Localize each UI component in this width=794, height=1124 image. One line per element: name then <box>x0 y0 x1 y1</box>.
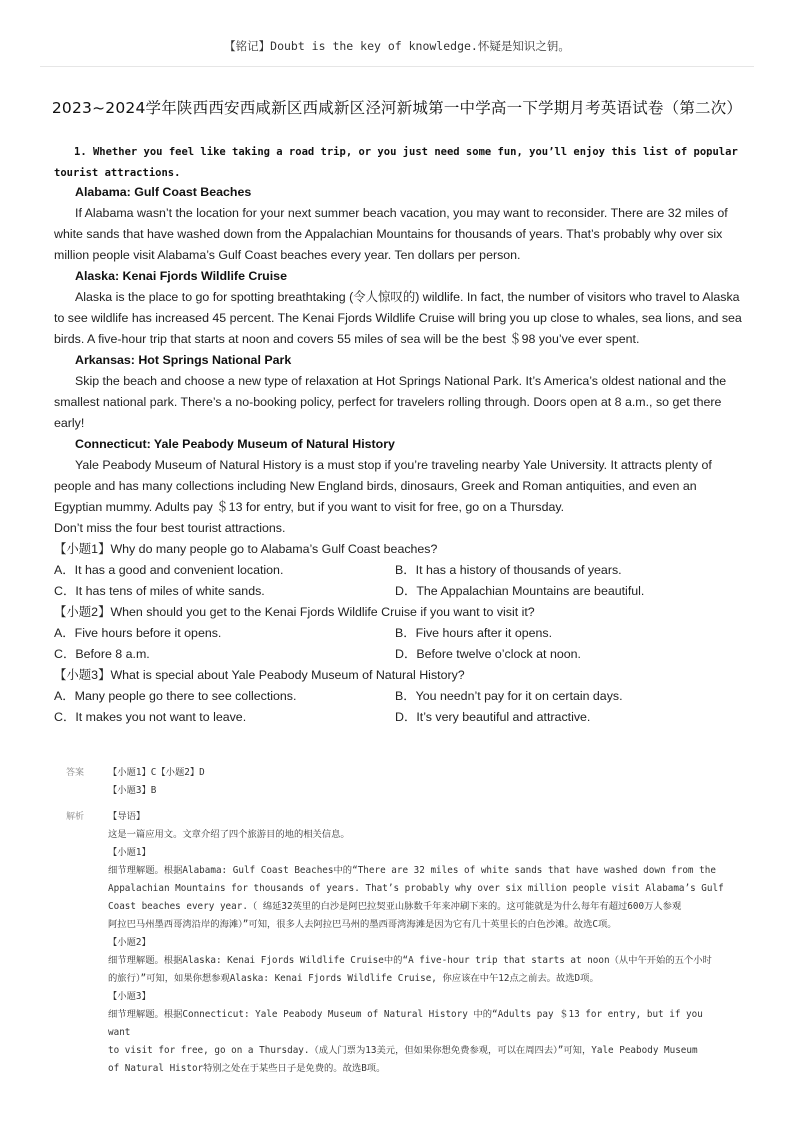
section-heading: Alaska: Kenai Fjords Wildlife Cruise <box>75 269 287 283</box>
passage <box>54 182 744 728</box>
option-d: D．Before twelve o’clock at noon. <box>395 647 581 661</box>
option-c: C．It has tens of miles of white sands. <box>54 584 265 598</box>
analysis-line: to visit for free, go on a Thursday.（成人门票为13美元，但如果你想免费参观，可以在周四去）”可知，Yale Peabody Museum <box>108 1045 698 1056</box>
answer-block <box>66 764 726 800</box>
question-intro-line2: tourist attractions. <box>54 167 181 179</box>
option-row <box>54 581 744 602</box>
option-b: B．It has a history of thousands of years. <box>395 563 622 577</box>
analysis-block <box>66 808 726 1078</box>
analysis-line: 【小题2】 <box>108 937 151 948</box>
page-header-motto: 【铭记】Doubt is the key of knowledge.怀疑是知识之钥。 <box>224 39 570 53</box>
analysis-line: 【导语】 <box>108 811 146 822</box>
option-b: B．Five hours after it opens. <box>395 626 553 640</box>
section-heading: Connecticut: Yale Peabody Museum of Natural History <box>75 437 395 451</box>
section-text: Yale Peabody Museum of Natural History is a must stop if you’re traveling nearby Yale University. It attracts plenty of people and has many collections including New England birds, dinosaurs, Greek and Roman antiquities, and even an Egyptian mummy. Adults pay ＄13 for entry, but if you want to visit for free, go on a Thursday. <box>54 458 712 514</box>
answer-line: 【小题3】B <box>108 785 157 796</box>
subquestion-stem: 【小题2】When should you get to the Kenai Fjords Wildlife Cruise if you want to visit it? <box>54 605 535 619</box>
option-row <box>54 560 744 581</box>
analysis-line: 【小题1】 <box>108 847 151 858</box>
exam-title: 2023~2024学年陕西西安西咸新区西咸新区泾河新城第一中学高一下学期月考英语试卷（第二次） <box>51 99 743 117</box>
option-a: A．Five hours before it opens. <box>54 626 222 640</box>
option-row <box>54 686 744 707</box>
option-row <box>54 623 744 644</box>
analysis-line: 细节理解题。根据Alaska: Kenai Fjords Wildlife Cruise中的“A five-hour trip that starts at noon（从中午开始的五个小时 <box>108 955 712 966</box>
section-text: Alaska is the place to go for spotting breathtaking (令人惊叹的) wildlife. In fact, the number of visitors who travel to Alaska to see wildlife has increased 45 percent. The Kenai Fjords Wildlife Cruise will bring you up close to whales, sea lions, and sea birds. A five-hour trip that starts at noon and covers 55 miles of sea will be the best ＄98 you’ve ever spent. <box>54 290 742 346</box>
analysis-line: of Natural Histor特别之处在于某些日子是免费的。故选B项。 <box>108 1063 386 1074</box>
header-divider <box>40 66 754 67</box>
analysis-line: 细节理解题。根据Connecticut: Yale Peabody Museum of Natural History 中的“Adults pay ＄13 for entry, but if you want <box>108 1009 703 1038</box>
option-b: B．You needn’t pay for it on certain days. <box>395 689 623 703</box>
option-a: A．It has a good and convenient location. <box>54 563 284 577</box>
answer-label: 答案 <box>66 768 85 778</box>
section-text: Skip the beach and choose a new type of relaxation at Hot Springs National Park. It’s America’s oldest national and the smallest national park. There’s a no-booking policy, perfect for travelers rolling through. Doors open at 8 a.m., so get there early! <box>54 374 727 430</box>
analysis-label: 解析 <box>66 812 85 822</box>
section-text: If Alabama wasn’t the location for your next summer beach vacation, you may want to reconsider. There are 32 miles of white sands that have washed down from the Appalachian Mountains for thousands of years. That’s probably why over six million people visit Alabama’s Gulf Coast beaches every year. Ten dollars per person. <box>54 206 728 262</box>
analysis-line: Appalachian Mountains for thousands of years. That’s probably why over six million people visit Alabama’s Gulf <box>108 883 724 894</box>
option-a: A．Many people go there to see collections. <box>54 689 297 703</box>
question-intro-line1: 1. Whether you feel like taking a road trip, or you just need some fun, you’ll enjoy this list of popular <box>74 146 738 158</box>
analysis-line: Coast beaches every year.（ 绵延32英里的白沙是阿巴拉契亚山脉数千年来冲刷下来的。这可能就是为什么每年有超过600万人参观 <box>108 901 682 912</box>
analysis-line: 细节理解题。根据Alabama: Gulf Coast Beaches中的“There are 32 miles of white sands that have washed down from the <box>108 865 716 876</box>
option-c: C．It makes you not want to leave. <box>54 710 247 724</box>
section-heading: Arkansas: Hot Springs National Park <box>75 353 292 367</box>
question-intro <box>54 142 744 184</box>
analysis-line: 的旅行）”可知，如果你想参观Alaska: Kenai Fjords Wildlife Cruise, 你应该在中午12点之前去。故选D项。 <box>108 973 599 984</box>
option-d: D．The Appalachian Mountains are beautiful. <box>395 584 645 598</box>
subquestion-stem: 【小题1】Why do many people go to Alabama’s Gulf Coast beaches? <box>54 542 438 556</box>
option-row <box>54 707 744 728</box>
option-c: C．Before 8 a.m. <box>54 647 150 661</box>
closing-line: Don’t miss the four best tourist attractions. <box>54 521 286 535</box>
analysis-line: 这是一篇应用文。文章介绍了四个旅游目的地的相关信息。 <box>108 829 350 840</box>
analysis-line: 阿拉巴马州墨西哥湾沿岸的海滩）”可知，很多人去阿拉巴马州的墨西哥湾海滩是因为它有几十英里长的白色沙滩。故选C项。 <box>108 919 617 930</box>
option-row <box>54 644 744 665</box>
section-heading: Alabama: Gulf Coast Beaches <box>75 185 252 199</box>
subquestion-stem: 【小题3】What is special about Yale Peabody Museum of Natural History? <box>54 668 465 682</box>
answer-line: 【小题1】C【小题2】D <box>108 767 205 778</box>
option-d: D．It’s very beautiful and attractive. <box>395 710 591 724</box>
analysis-line: 【小题3】 <box>108 991 151 1002</box>
